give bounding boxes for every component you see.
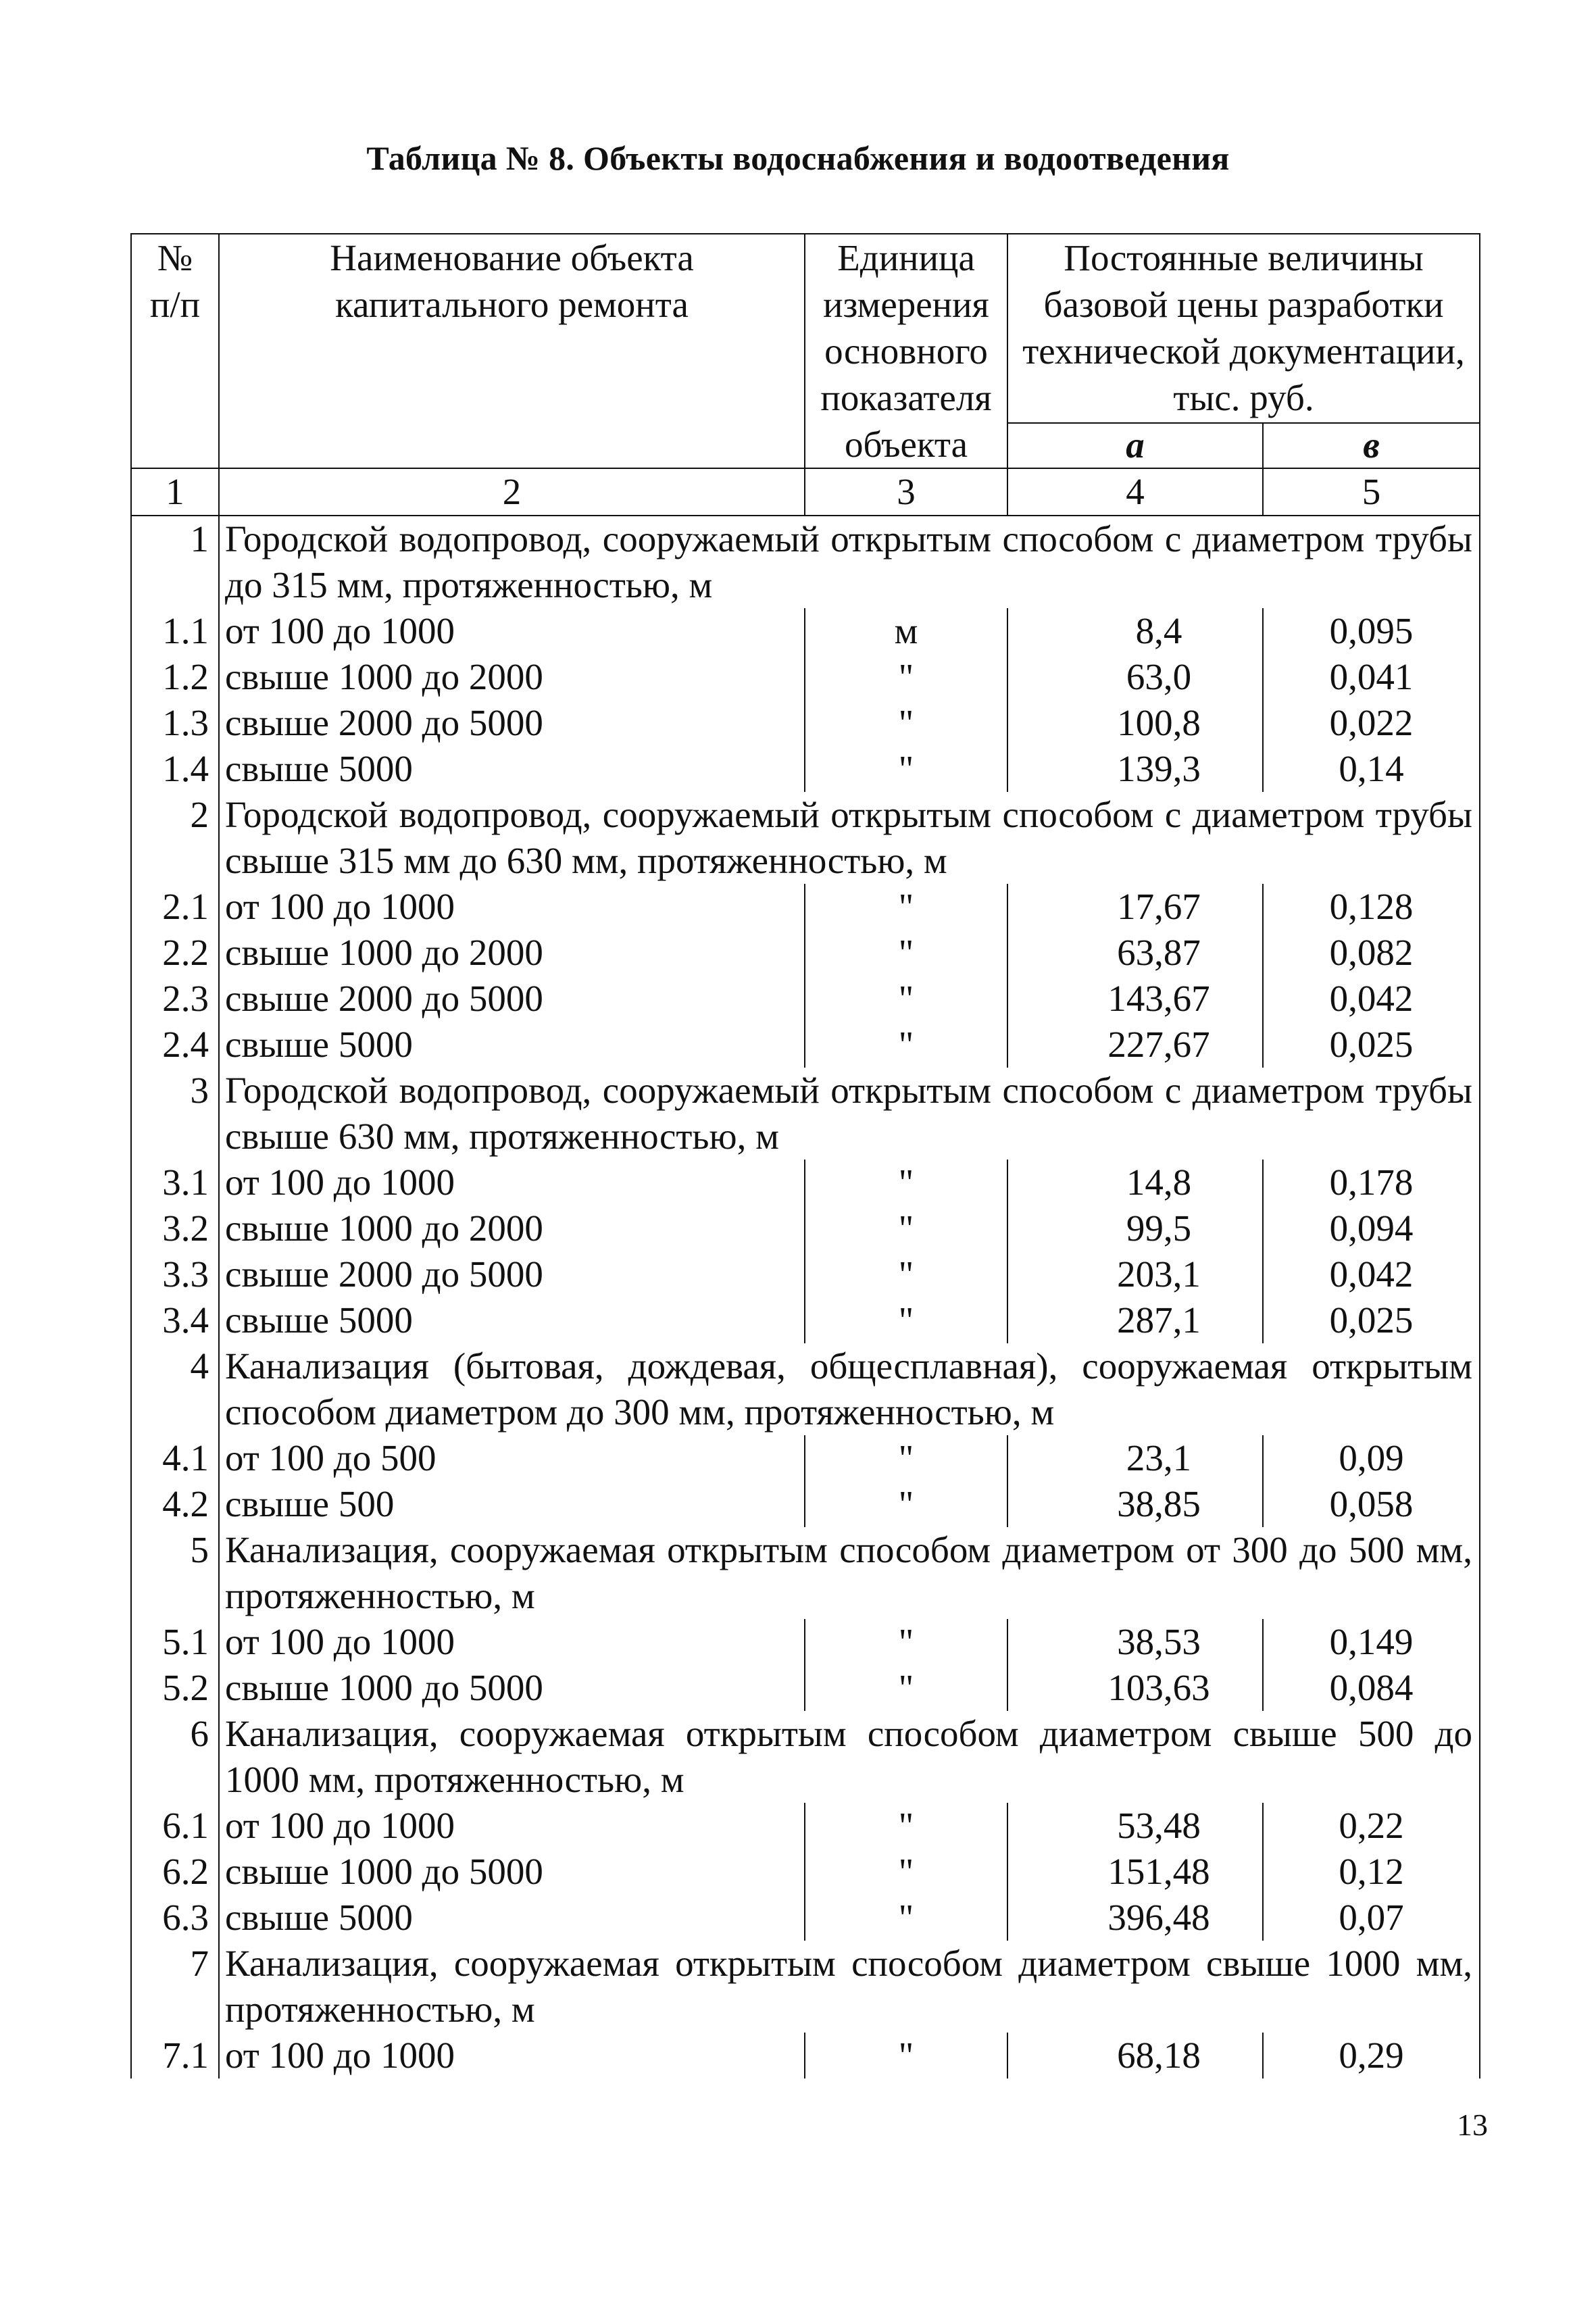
group-row: [131, 1343, 1480, 1435]
group-title: Городской водопровод, сооружаемый открытым способом с диаметром трубы свыше 630 мм, протяженностью, м: [219, 1068, 1480, 1160]
row-value-a: 100,8: [1007, 700, 1263, 746]
row-value-a: 8,4: [1007, 608, 1263, 654]
group-title: Канализация, сооружаемая открытым способом диаметром от 300 до 500 мм, протяженностью, м: [219, 1527, 1480, 1619]
header-index-1: 1: [131, 468, 219, 516]
row-value-a: 103,63: [1007, 1665, 1263, 1711]
row-unit: ": [805, 930, 1007, 976]
row-value-a: 99,5: [1007, 1205, 1263, 1251]
row-value-a: 63,87: [1007, 930, 1263, 976]
row-number: 3.2: [131, 1205, 219, 1251]
row-value-a: 14,8: [1007, 1160, 1263, 1205]
row-unit: ": [805, 1481, 1007, 1527]
row-name: от 100 до 1000: [219, 608, 805, 654]
row-value-b: 0,149: [1263, 1619, 1480, 1665]
row-value-a: 396,48: [1007, 1895, 1263, 1941]
row-name: свыше 500: [219, 1481, 805, 1527]
row-value-a: 23,1: [1007, 1435, 1263, 1481]
header-index-4: 4: [1007, 468, 1263, 516]
table-row: [131, 608, 1480, 654]
row-value-b: 0,128: [1263, 884, 1480, 930]
row-number: 3.1: [131, 1160, 219, 1205]
row-value-b: 0,095: [1263, 608, 1480, 654]
row-value-a: 68,18: [1007, 2033, 1263, 2078]
row-value-a: 143,67: [1007, 976, 1263, 1022]
row-name: свыше 1000 до 5000: [219, 1849, 805, 1895]
table-row: [131, 1205, 1480, 1251]
row-unit: ": [805, 1160, 1007, 1205]
row-unit: ": [805, 1205, 1007, 1251]
table-title: Таблица № 8. Объекты водоснабжения и водоотведения: [366, 139, 1230, 177]
group-row: [131, 1711, 1480, 1803]
group-number: 6: [131, 1711, 219, 1803]
row-number: 2.2: [131, 930, 219, 976]
row-name: свыше 2000 до 5000: [219, 1251, 805, 1297]
row-value-a: 63,0: [1007, 654, 1263, 700]
group-row: [131, 516, 1480, 608]
page-number: 13: [1457, 2108, 1488, 2142]
row-unit: ": [805, 1665, 1007, 1711]
row-value-b: 0,178: [1263, 1160, 1480, 1205]
row-unit: ": [805, 1849, 1007, 1895]
row-number: 5.2: [131, 1665, 219, 1711]
header-base-price: Постоянные величины базовой цены разработки технической документации, тыс. руб.: [1007, 234, 1480, 423]
row-number: 1.1: [131, 608, 219, 654]
table-body: [131, 516, 1480, 2078]
row-value-b: 0,022: [1263, 700, 1480, 746]
row-name: свыше 1000 до 5000: [219, 1665, 805, 1711]
row-unit: ": [805, 1803, 1007, 1849]
row-value-a: 203,1: [1007, 1251, 1263, 1297]
group-number: 3: [131, 1068, 219, 1160]
table-row: [131, 884, 1480, 930]
header-index-5: 5: [1263, 468, 1480, 516]
row-name: свыше 5000: [219, 746, 805, 792]
row-number: 1.3: [131, 700, 219, 746]
row-value-a: 38,53: [1007, 1619, 1263, 1665]
table-row: [131, 2033, 1480, 2078]
row-value-a: 287,1: [1007, 1297, 1263, 1343]
table-row: [131, 1619, 1480, 1665]
table-row: [131, 1435, 1480, 1481]
row-unit: м: [805, 608, 1007, 654]
row-value-b: 0,042: [1263, 976, 1480, 1022]
group-row: [131, 792, 1480, 884]
group-number: 5: [131, 1527, 219, 1619]
row-number: 4.1: [131, 1435, 219, 1481]
row-unit: ": [805, 654, 1007, 700]
group-row: [131, 1068, 1480, 1160]
table-row: [131, 1251, 1480, 1297]
row-unit: ": [805, 1619, 1007, 1665]
row-number: 3.4: [131, 1297, 219, 1343]
row-name: свыше 5000: [219, 1297, 805, 1343]
row-name: свыше 5000: [219, 1895, 805, 1941]
row-value-b: 0,094: [1263, 1205, 1480, 1251]
table-row: [131, 700, 1480, 746]
row-name: свыше 5000: [219, 1022, 805, 1068]
row-name: свыше 1000 до 2000: [219, 1205, 805, 1251]
row-value-b: 0,084: [1263, 1665, 1480, 1711]
row-value-b: 0,29: [1263, 2033, 1480, 2078]
row-value-b: 0,14: [1263, 746, 1480, 792]
group-number: 1: [131, 516, 219, 608]
row-name: от 100 до 1000: [219, 1803, 805, 1849]
table-row: [131, 1849, 1480, 1895]
table-row: [131, 930, 1480, 976]
table-row: [131, 1665, 1480, 1711]
row-value-b: 0,058: [1263, 1481, 1480, 1527]
header-sub-b: в: [1263, 423, 1480, 468]
row-unit: ": [805, 1895, 1007, 1941]
row-value-a: 53,48: [1007, 1803, 1263, 1849]
row-number: 2.4: [131, 1022, 219, 1068]
row-value-b: 0,025: [1263, 1297, 1480, 1343]
row-value-b: 0,042: [1263, 1251, 1480, 1297]
row-name: от 100 до 1000: [219, 884, 805, 930]
row-name: свыше 1000 до 2000: [219, 654, 805, 700]
row-value-a: 38,85: [1007, 1481, 1263, 1527]
header-unit: Единица измерения основного показателя объекта: [805, 234, 1007, 468]
row-name: свыше 2000 до 5000: [219, 700, 805, 746]
row-unit: ": [805, 1435, 1007, 1481]
row-unit: ": [805, 1251, 1007, 1297]
row-number: 1.4: [131, 746, 219, 792]
row-value-b: 0,025: [1263, 1022, 1480, 1068]
price-table: [130, 233, 1480, 2078]
header-index-3: 3: [805, 468, 1007, 516]
group-title: Канализация, сооружаемая открытым способом диаметром свыше 1000 мм, протяженностью, м: [219, 1941, 1480, 2033]
row-name: свыше 1000 до 2000: [219, 930, 805, 976]
group-title: Канализация, сооружаемая открытым способом диаметром свыше 500 до 1000 мм, протяженностью, м: [219, 1711, 1480, 1803]
row-value-a: 151,48: [1007, 1849, 1263, 1895]
row-number: 6.2: [131, 1849, 219, 1895]
row-value-b: 0,082: [1263, 930, 1480, 976]
row-number: 4.2: [131, 1481, 219, 1527]
row-name: от 100 до 1000: [219, 1619, 805, 1665]
row-name: от 100 до 1000: [219, 2033, 805, 2078]
group-row: [131, 1941, 1480, 2033]
group-number: 4: [131, 1343, 219, 1435]
table-row: [131, 1481, 1480, 1527]
row-number: 1.2: [131, 654, 219, 700]
group-title: Городской водопровод, сооружаемый открытым способом с диаметром трубы до 315 мм, протяженностью, м: [219, 516, 1480, 608]
row-value-b: 0,09: [1263, 1435, 1480, 1481]
group-title: Канализация (бытовая, дождевая, общесплавная), сооружаемая открытым способом диаметром до 300 мм, протяженностью, м: [219, 1343, 1480, 1435]
group-title: Городской водопровод, сооружаемый открытым способом с диаметром трубы свыше 315 мм до 630 мм, протяженностью, м: [219, 792, 1480, 884]
header-object-name: Наименование объекта капитального ремонта: [219, 234, 805, 468]
header-sub-a: а: [1007, 423, 1263, 468]
table-row: [131, 1160, 1480, 1205]
row-number: 5.1: [131, 1619, 219, 1665]
row-number: 6.3: [131, 1895, 219, 1941]
row-unit: ": [805, 976, 1007, 1022]
group-number: 2: [131, 792, 219, 884]
row-value-a: 227,67: [1007, 1022, 1263, 1068]
row-unit: ": [805, 1022, 1007, 1068]
row-name: от 100 до 1000: [219, 1160, 805, 1205]
header-number: № п/п: [131, 234, 219, 468]
row-number: 7.1: [131, 2033, 219, 2078]
row-value-b: 0,22: [1263, 1803, 1480, 1849]
row-number: 2.1: [131, 884, 219, 930]
row-unit: ": [805, 1297, 1007, 1343]
row-value-a: 17,67: [1007, 884, 1263, 930]
group-number: 7: [131, 1941, 219, 2033]
table-row: [131, 1803, 1480, 1849]
table-row: [131, 654, 1480, 700]
row-value-b: 0,041: [1263, 654, 1480, 700]
table-row: [131, 1297, 1480, 1343]
table-row: [131, 1022, 1480, 1068]
row-number: 6.1: [131, 1803, 219, 1849]
header-index-2: 2: [219, 468, 805, 516]
table-row: [131, 976, 1480, 1022]
row-name: от 100 до 500: [219, 1435, 805, 1481]
table-row: [131, 746, 1480, 792]
row-unit: ": [805, 746, 1007, 792]
row-value-b: 0,07: [1263, 1895, 1480, 1941]
row-number: 3.3: [131, 1251, 219, 1297]
row-value-b: 0,12: [1263, 1849, 1480, 1895]
row-name: свыше 2000 до 5000: [219, 976, 805, 1022]
table-row: [131, 1895, 1480, 1941]
row-unit: ": [805, 700, 1007, 746]
row-number: 2.3: [131, 976, 219, 1022]
row-unit: ": [805, 2033, 1007, 2078]
row-unit: ": [805, 884, 1007, 930]
row-value-a: 139,3: [1007, 746, 1263, 792]
group-row: [131, 1527, 1480, 1619]
